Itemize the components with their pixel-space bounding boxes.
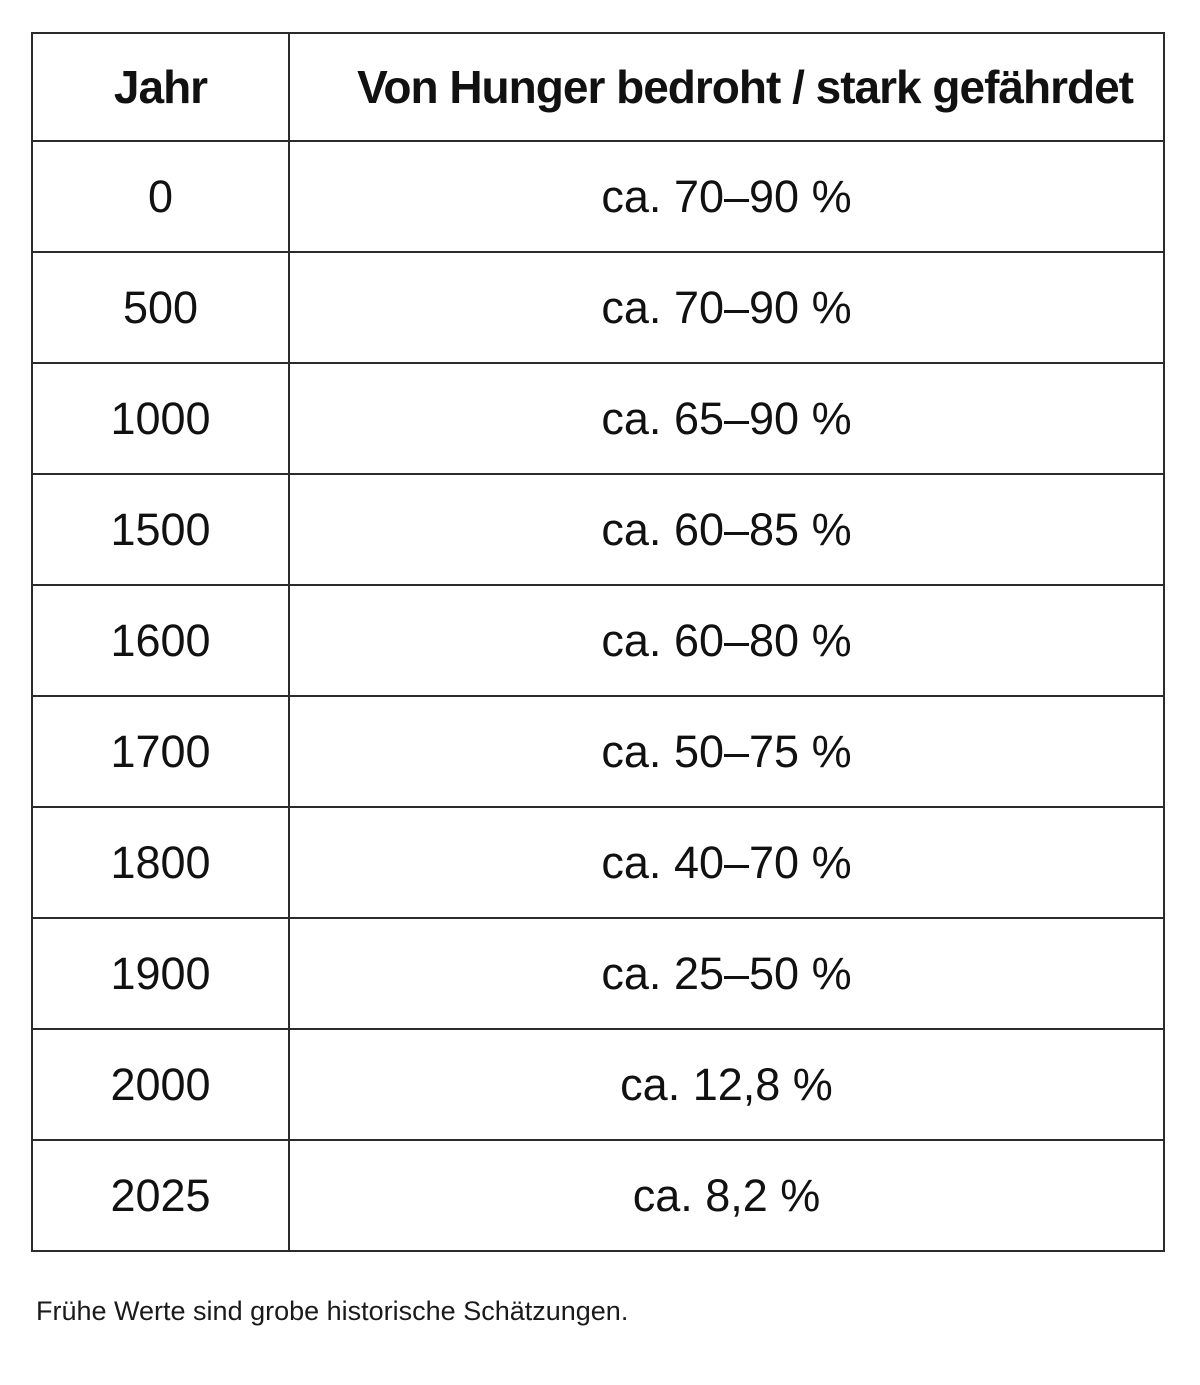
table-row	[32, 141, 1164, 252]
table-row	[32, 807, 1164, 918]
table-row	[32, 1140, 1164, 1251]
table-header	[32, 33, 1164, 141]
year-cell: 1000	[32, 363, 289, 474]
value-cell: ca. 8,2 %	[289, 1140, 1164, 1251]
year-cell: 1500	[32, 474, 289, 585]
hunger-table-container	[31, 32, 1163, 1252]
header-year: Jahr	[32, 33, 289, 141]
value-cell: ca. 60–80 %	[289, 585, 1164, 696]
value-cell: ca. 65–90 %	[289, 363, 1164, 474]
value-cell: ca. 70–90 %	[289, 141, 1164, 252]
hunger-table	[31, 32, 1165, 1252]
table-row	[32, 474, 1164, 585]
table-row	[32, 252, 1164, 363]
footnote: Frühe Werte sind grobe historische Schätzungen.	[36, 1296, 629, 1326]
value-cell: ca. 25–50 %	[289, 918, 1164, 1029]
year-cell: 1700	[32, 696, 289, 807]
header-value: Von Hunger bedroht / stark gefährdet	[289, 33, 1164, 141]
year-cell: 1600	[32, 585, 289, 696]
value-cell: ca. 50–75 %	[289, 696, 1164, 807]
value-cell: ca. 40–70 %	[289, 807, 1164, 918]
year-cell: 1800	[32, 807, 289, 918]
year-cell: 0	[32, 141, 289, 252]
table-row	[32, 363, 1164, 474]
value-cell: ca. 12,8 %	[289, 1029, 1164, 1140]
table-body	[32, 141, 1164, 1251]
header-row	[32, 33, 1164, 141]
table-row	[32, 918, 1164, 1029]
year-cell: 2000	[32, 1029, 289, 1140]
table-row	[32, 696, 1164, 807]
table-row	[32, 585, 1164, 696]
table-row	[32, 1029, 1164, 1140]
value-cell: ca. 60–85 %	[289, 474, 1164, 585]
value-cell: ca. 70–90 %	[289, 252, 1164, 363]
year-cell: 1900	[32, 918, 289, 1029]
year-cell: 2025	[32, 1140, 289, 1251]
year-cell: 500	[32, 252, 289, 363]
